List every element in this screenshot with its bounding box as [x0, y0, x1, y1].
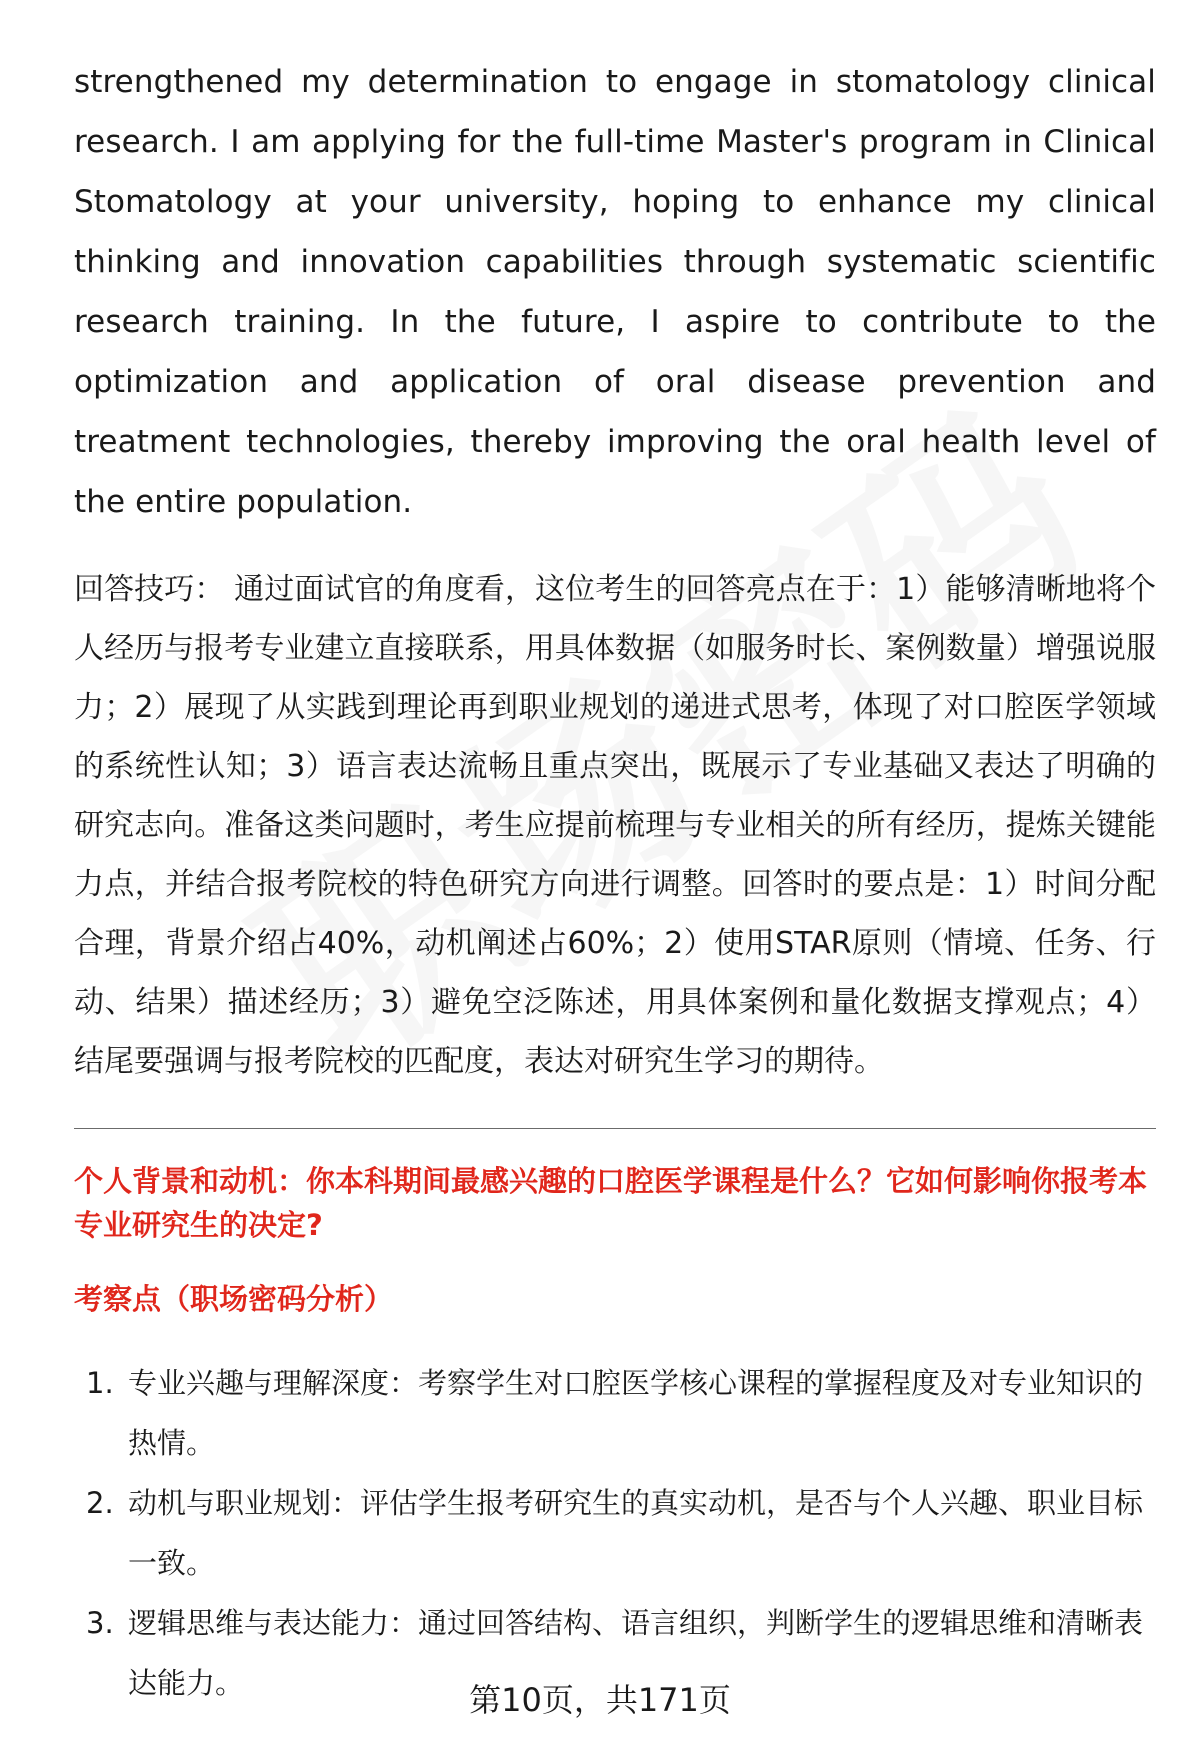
list-item-number: 2.	[86, 1486, 114, 1520]
list-item-text: 逻辑思维与表达能力：通过回答结构、语言组织，判断学生的逻辑思维和清晰表达能力。	[128, 1606, 1144, 1700]
list-item	[74, 1353, 1156, 1473]
document-page	[74, 52, 1156, 1713]
assessment-points-list	[74, 1353, 1156, 1713]
page-footer: 第10页，共171页	[469, 1681, 731, 1719]
list-item-number: 3.	[86, 1606, 114, 1640]
english-answer-paragraph: strengthened my determination to engage in stomatology clinical research. I am applying for the full-time Master's program in Clinical Stomatology at your university, hoping to enhance my clinical thinking and innovation capabilities through systematic scientific research training. In the future, I aspire to contribute to the optimization and application of oral disease prevention and treatment technologies, thereby improving the oral health level of the entire population.	[74, 64, 1156, 520]
list-item-text: 专业兴趣与理解深度：考察学生对口腔医学核心课程的掌握程度及对专业知识的热情。	[128, 1366, 1144, 1460]
answer-tips-paragraph: 回答技巧： 通过面试官的角度看，这位考生的回答亮点在于：1）能够清晰地将个人经历与报考专业建立直接联系，用具体数据（如服务时长、案例数量）增强说服力；2）展现了从实践到理论再到职业规划的递进式思考，体现了对口腔医学领域的系统性认知；3）语言表达流畅且重点突出，既展示了专业基础又表达了明确的研究志向。准备这类问题时，考生应提前梳理与专业相关的所有经历，提炼关键能力点，并结合报考院校的特色研究方向进行调整。回答时的要点是：1）时间分配合理，背景介绍占40%，动机阐述占60%；2）使用STAR原则（情境、任务、行动、结果）描述经历；3）避免空泛陈述，用具体案例和量化数据支撑观点；4）结尾要强调与报考院校的匹配度，表达对研究生学习的期待。	[74, 572, 1156, 1079]
list-item-text: 动机与职业规划：评估学生报考研究生的真实动机，是否与个人兴趣、职业目标一致。	[128, 1486, 1144, 1580]
question-heading: 个人背景和动机：你本科期间最感兴趣的口腔医学课程是什么？它如何影响你报考本专业研究生的决定?	[74, 1164, 1148, 1242]
section-divider	[74, 1128, 1156, 1129]
list-item-number: 1.	[86, 1366, 114, 1400]
section-title: 考察点（职场密码分析）	[74, 1282, 394, 1316]
list-item	[74, 1473, 1156, 1593]
